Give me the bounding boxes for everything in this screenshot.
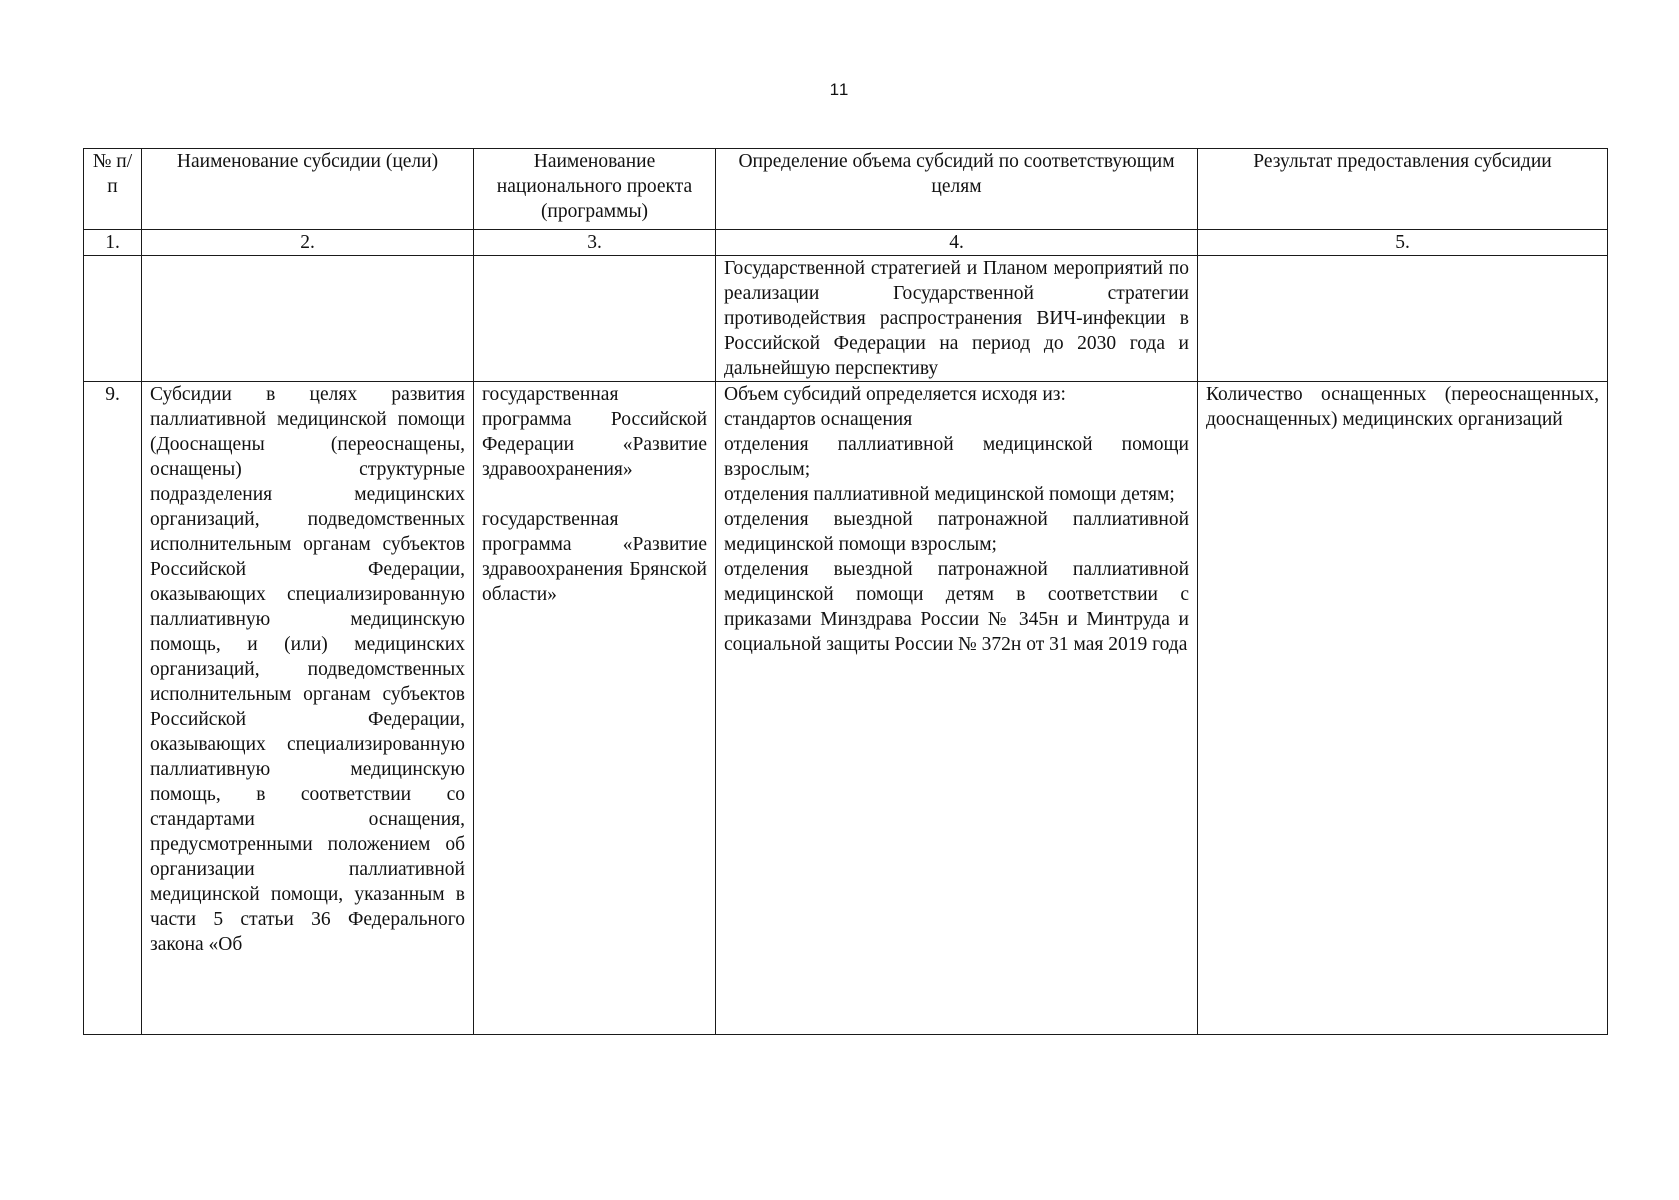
- volume-item: стандартов оснащения: [724, 409, 913, 430]
- volume-intro: Объем субсидий определяется исходя из:: [724, 384, 1066, 405]
- header-national-project: Наименование национального проекта (программы): [474, 149, 716, 230]
- page-number: 11: [829, 80, 850, 99]
- column-number-2: 2.: [142, 230, 474, 256]
- table-row-9: [84, 382, 1608, 1035]
- volume-item: отделения паллиативной медицинской помощи детям;: [724, 484, 1175, 505]
- subsidy-table: [83, 148, 1608, 1035]
- cell-subsidy-volume: Государственной стратегией и Планом мероприятий по реализации Государственной стратегии противодействия распространения ВИЧ-инфекции в Российской Федерации на период до 2030 года и дальнейшую перспективу: [716, 256, 1198, 382]
- cell-subsidy-name: [142, 256, 474, 382]
- header-number: № п/п: [84, 149, 142, 230]
- cell-number: [84, 256, 142, 382]
- cell-subsidy-volume: [716, 382, 1198, 1035]
- cell-number: 9.: [84, 382, 142, 1035]
- column-number-row: [84, 230, 1608, 256]
- volume-item: отделения выездной патронажной паллиативной медицинской помощи детям в соответствии с приказами Минздрава России № 345н и Минтруда и социальной защиты России № 372н от 31 мая 2019 года: [724, 559, 1189, 655]
- program-1: государственная программа Российской Федерации «Развитие здравоохранения»: [482, 384, 707, 480]
- cell-subsidy-name: Субсидии в целях развития паллиативной медицинской помощи (Дооснащены (переоснащены, оснащены) структурные подразделения медицинских организаций, подведомственных исполнительным органам субъектов Российской Федерации, оказывающих специализированную паллиативную медицинскую помощь, и (или) медицинских организаций, подведомственных исполнительным органам субъектов Российской Федерации, оказывающих специализированную паллиативную медицинскую помощь, в соответствии со стандартами оснащения, предусмотренными положением об организации паллиативной медицинской помощи, указанным в части 5 статьи 36 Федерального закона «Об: [142, 382, 474, 1035]
- volume-item: отделения паллиативной медицинской помощи взрослым;: [724, 434, 1189, 480]
- header-subsidy-volume: Определение объема субсидий по соответствующим целям: [716, 149, 1198, 230]
- table-row-continuation: [84, 256, 1608, 382]
- cell-national-project: [474, 382, 716, 1035]
- column-number-5: 5.: [1198, 230, 1608, 256]
- volume-item: отделения выездной патронажной паллиативной медицинской помощи взрослым;: [724, 509, 1189, 555]
- program-2: государственная программа «Развитие здравоохранения Брянской области»: [482, 509, 707, 605]
- column-number-4: 4.: [716, 230, 1198, 256]
- cell-result: [1198, 256, 1608, 382]
- header-result: Результат предоставления субсидии: [1198, 149, 1608, 230]
- header-subsidy-name: Наименование субсидии (цели): [142, 149, 474, 230]
- cell-result: Количество оснащенных (переоснащенных, дооснащенных) медицинских организаций: [1198, 382, 1608, 1035]
- table-header-row: [84, 149, 1608, 230]
- column-number-3: 3.: [474, 230, 716, 256]
- cell-national-project: [474, 256, 716, 382]
- column-number-1: 1.: [84, 230, 142, 256]
